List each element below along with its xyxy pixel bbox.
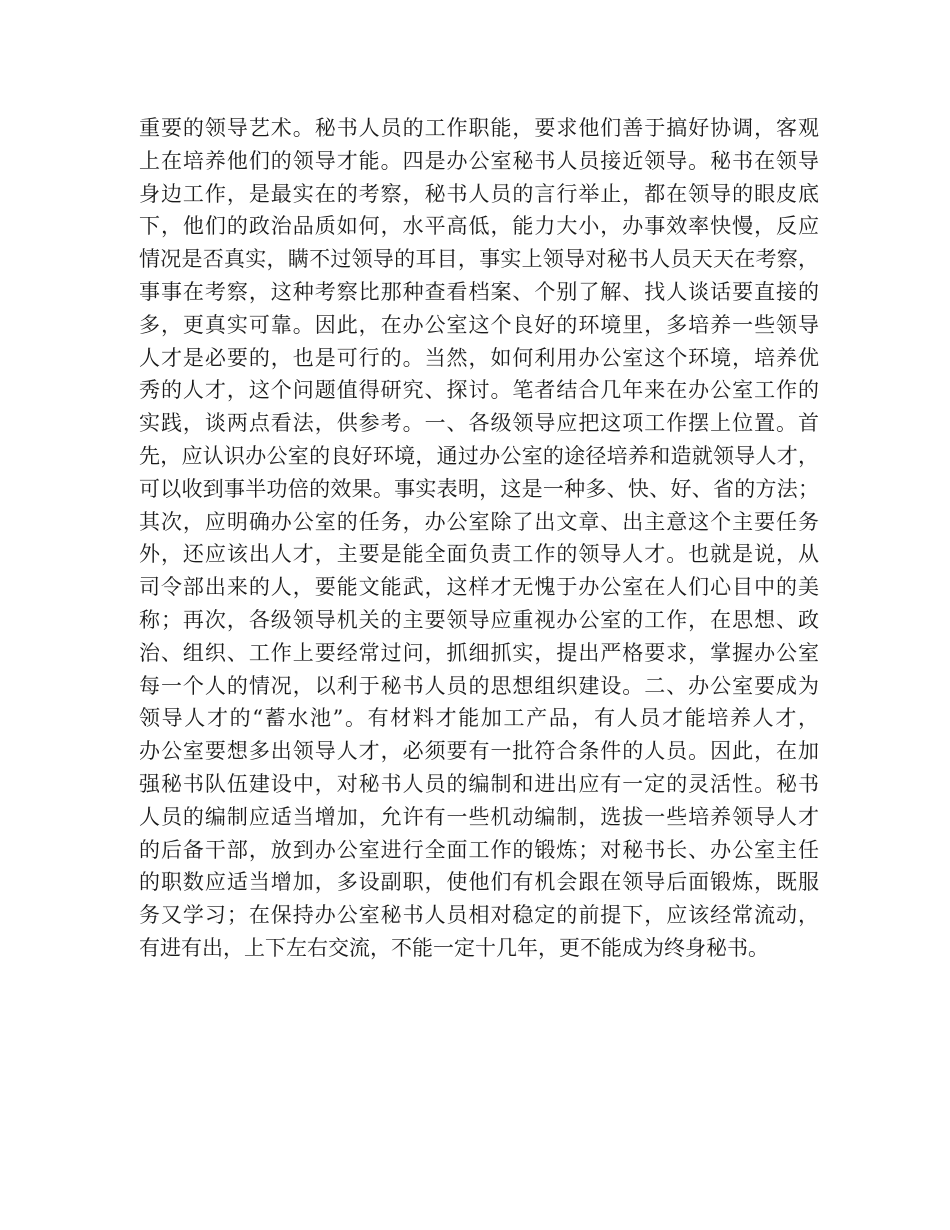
body-text: [139, 112, 819, 965]
text-line: 治、组织、工作上要经常过问，抓细抓实，提出严格要求，掌握办公室: [139, 640, 819, 665]
text-line: 下，他们的政治品质如何，水平高低，能力大小，办事效率快慢，反应: [139, 214, 819, 239]
text-line: 每一个人的情况，以利于秘书人员的思想组织建设。二、办公室要成为: [139, 673, 819, 698]
text-line: 先，应认识办公室的良好环境，通过办公室的途径培养和造就领导人才，: [139, 443, 819, 468]
text-line: 重要的领导艺术。秘书人员的工作职能，要求他们善于搞好协调，客观: [139, 116, 819, 140]
text-line: 办公室要想多出领导人才，必须要有一批符合条件的人员。因此，在加: [139, 739, 819, 764]
text-line: 可以收到事半功倍的效果。事实表明，这是一种多、快、好、省的方法；: [139, 476, 819, 501]
text-line: 的后备干部，放到办公室进行全面工作的锻炼；对秘书长、办公室主任: [139, 837, 819, 862]
text-line: 上在培养他们的领导才能。四是办公室秘书人员接近领导。秘书在领导: [139, 148, 819, 173]
text-line: 其次，应明确办公室的任务，办公室除了出文章、出主意这个主要任务: [139, 509, 819, 534]
text-line: 领导人才的“蓄水池”。有材料才能加工产品，有人员才能培养人才，: [139, 706, 819, 731]
text-line: 秀的人才，这个问题值得研究、探讨。笔者结合几年来在办公室工作的: [139, 378, 819, 403]
text-line: 务又学习；在保持办公室秘书人员相对稳定的前提下，应该经常流动，: [139, 903, 819, 928]
text-line: 称；再次，各级领导机关的主要领导应重视办公室的工作，在思想、政: [139, 607, 819, 632]
text-line: 事事在考察，这种考察比那种查看档案、个别了解、找人谈话要直接的: [139, 279, 819, 304]
text-line: 情况是否真实，瞒不过领导的耳目，事实上领导对秘书人员天天在考察，: [139, 247, 819, 272]
text-line: 外，还应该出人才，主要是能全面负责工作的领导人才。也就是说，从: [139, 542, 819, 567]
text-line: 司令部出来的人，要能文能武，这样才无愧于办公室在人们心目中的美: [139, 575, 819, 600]
text-line: 身边工作，是最实在的考察，秘书人员的言行举止，都在领导的眼皮底: [139, 181, 819, 206]
text-line: 强秘书队伍建设中，对秘书人员的编制和进出应有一定的灵活性。秘书: [139, 771, 819, 796]
text-line: 的职数应适当增加，多设副职，使他们有机会跟在领导后面锻炼，既服: [139, 870, 819, 895]
text-line: 多，更真实可靠。因此，在办公室这个良好的环境里，多培养一些领导: [139, 312, 819, 337]
text-line: 人才是必要的，也是可行的。当然，如何利用办公室这个环境，培养优: [139, 345, 819, 370]
text-line: 人员的编制应适当增加，允许有一些机动编制，选拔一些培养领导人才: [139, 804, 819, 829]
text-line-last: 有进有出，上下左右交流，不能一定十几年，更不能成为终身秘书。: [139, 935, 769, 960]
text-line: 实践，谈两点看法，供参考。一、各级领导应把这项工作摆上位置。首: [139, 411, 819, 436]
